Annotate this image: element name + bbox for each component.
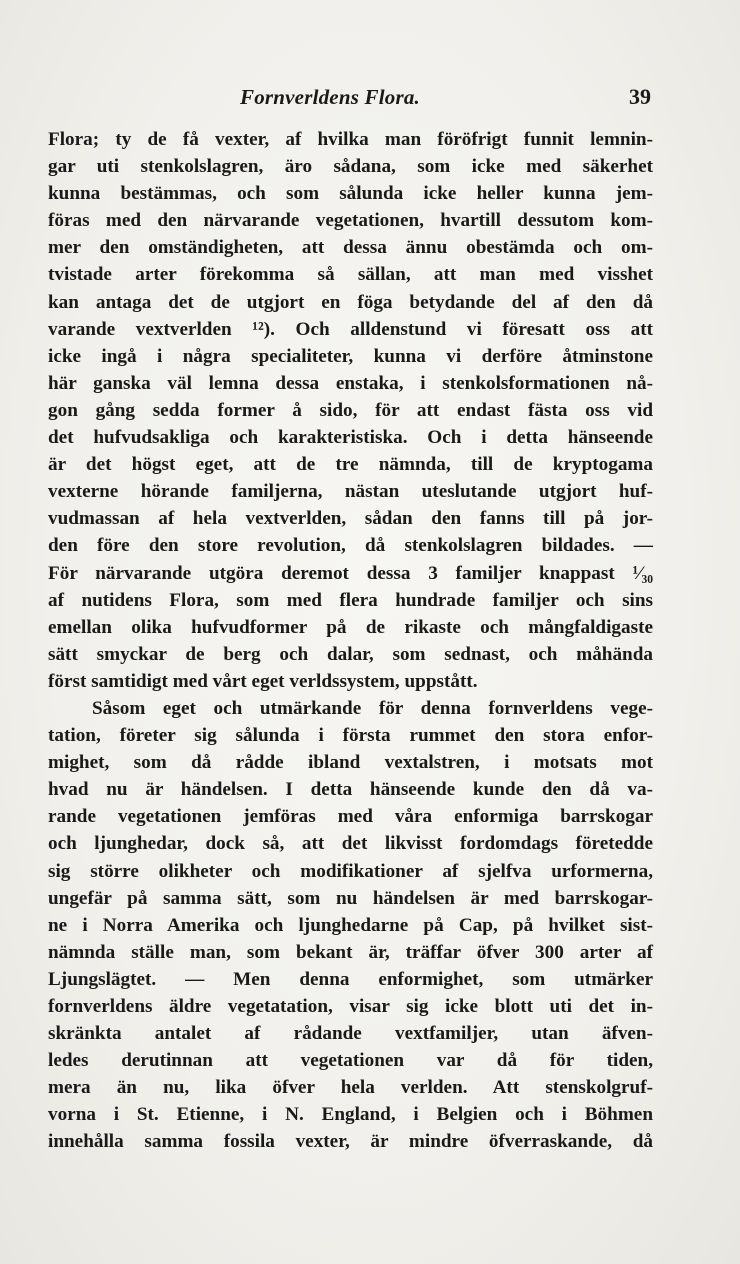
- text-line: sig större olikheter och modifikationer af sjelfva urformerna,: [48, 860, 653, 882]
- text-line: Flora; ty de få vexter, af hvilka man föröfrigt funnit lemnin-: [48, 129, 653, 150]
- text-line: emellan olika hufvudformer på de rikaste och mångfaldigaste: [48, 616, 653, 638]
- text-line: ledes derutinnan att vegetationen var då för tiden,: [48, 1050, 653, 1072]
- text-line: tation, företer sig sålunda i första rummet den stora enfor-: [48, 725, 653, 747]
- text-line: vorna i St. Etienne, i N. England, i Belgien och i Böhmen: [48, 1104, 653, 1126]
- text-line: Ljungslägtet. — Men denna enformighet, som utmärker: [48, 968, 653, 990]
- text-line: mera än nu, lika öfver hela verlden. Att stenskolgruf-: [48, 1077, 653, 1099]
- text-line: gar uti stenkolslagren, äro sådana, som icke med säkerhet: [48, 156, 653, 178]
- text-line: hvad nu är händelsen. I detta hänseende kunde den då va-: [48, 779, 653, 801]
- text-line: är det högst eget, att de tre nämnda, till de kryptogama: [48, 454, 653, 476]
- text-line: innehålla samma fossila vexter, är mindre öfverraskande, då: [48, 1131, 653, 1153]
- text-line: mer den omständigheten, att dessa ännu obestämda och om-: [48, 237, 653, 259]
- page-number: 39: [629, 84, 651, 109]
- text-line: fornverldens äldre vegetatation, visar sig icke blott uti det in-: [48, 996, 653, 1017]
- text-line: sätt smyckar de berg och dalar, som sednast, och måhända: [48, 643, 653, 665]
- text-line: vudmassan af hela vextverlden, sådan den fanns till på jor-: [48, 508, 653, 530]
- running-title: Fornverldens Flora.: [240, 85, 420, 109]
- text-line: kan antaga det de utgjort en föga betydande del af den då: [48, 291, 653, 313]
- text-line: först samtidigt med vårt eget verldssystem, uppstått.: [48, 670, 478, 692]
- page-header: [48, 85, 651, 117]
- text-line: För närvarande utgöra deremot dessa 3 familjer knappast ¹⁄₃₀: [48, 562, 653, 584]
- text-line: den före den store revolution, då stenkolslagren bildades. —: [48, 535, 653, 557]
- body-text: [48, 126, 653, 1156]
- text-line: nämnda ställe man, som bekant är, träffar öfver 300 arter af: [48, 941, 653, 963]
- text-line: kunna bestämmas, och som sålunda icke heller kunna jem-: [48, 183, 653, 205]
- text-line: Såsom eget och utmärkande för denna fornverldens vege-: [92, 697, 653, 719]
- text-line: här ganska väl lemna dessa enstaka, i stenkolsformationen nå-: [48, 372, 653, 394]
- text-line: tvistade arter förekomma så sällan, att man med visshet: [48, 264, 653, 286]
- text-line: mighet, som då rådde ibland vextalstren, i motsats mot: [48, 752, 653, 774]
- text-line: af nutidens Flora, som med flera hundrade familjer och sins: [48, 589, 653, 611]
- text-line: ne i Norra Amerika och ljunghedarne på Cap, på hvilket sist-: [48, 914, 653, 936]
- text-line: gon gång sedda former å sido, för att endast fästa oss vid: [48, 399, 653, 421]
- text-line: vexterne hörande familjerna, nästan uteslutande utgjort huf-: [48, 481, 653, 503]
- text-line: och ljunghedar, dock så, att det likvisst fordomdags företedde: [48, 833, 653, 855]
- text-line: rande vegetationen jemföras med våra enformiga barrskogar: [48, 806, 653, 828]
- text-line: det hufvudsakliga och karakteristiska. Och i detta hänseende: [48, 427, 653, 449]
- text-line: skränkta antalet af rådande vextfamiljer, utan äfven-: [48, 1023, 653, 1045]
- text-line: varande vextverlden ¹²). Och alldenstund vi föresatt oss att: [48, 318, 653, 340]
- text-line: icke ingå i några specialiteter, kunna vi derföre åtminstone: [48, 345, 653, 367]
- text-line: ungefär på samma sätt, som nu händelsen är med barrskogar-: [48, 887, 653, 909]
- text-line: föras med den närvarande vegetationen, hvartill dessutom kom-: [48, 210, 653, 232]
